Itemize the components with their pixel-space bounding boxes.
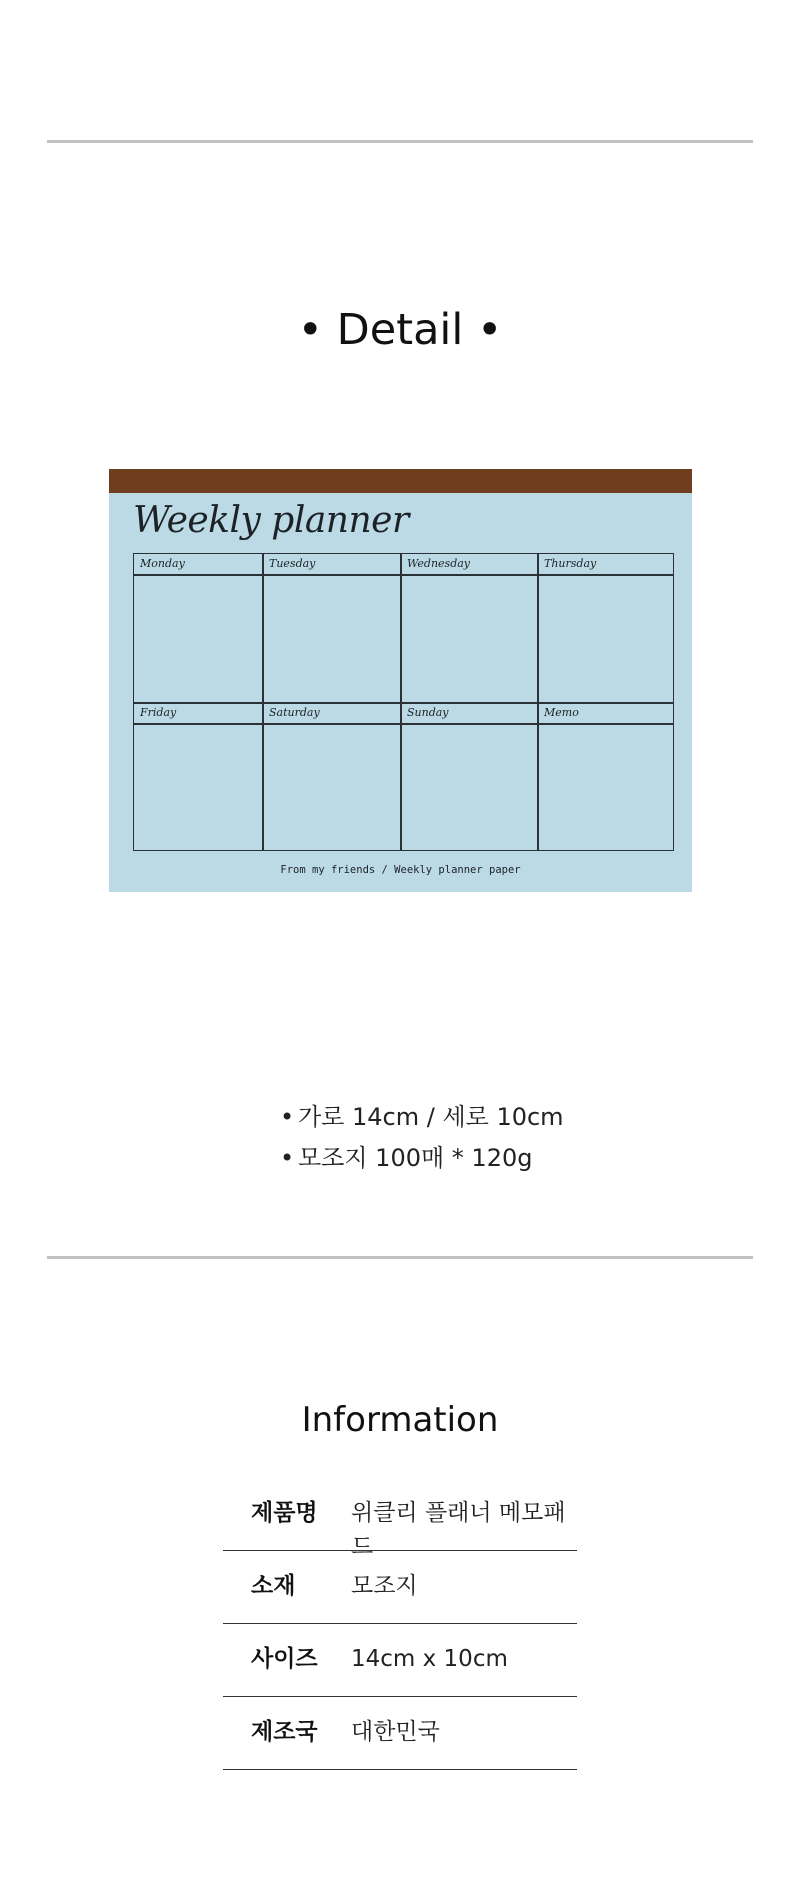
planner-day-label-tuesday: Tuesday [269, 557, 316, 570]
planner-day-box [537, 574, 674, 704]
planner-day-label-friday: Friday [140, 706, 177, 719]
info-value: 모조지 [351, 1573, 418, 1599]
info-label: 소재 [251, 1573, 296, 1599]
info-value: 위클리 플래너 메모패드 [351, 1500, 566, 1560]
divider-top [47, 140, 753, 143]
planner-day-label-wednesday: Wednesday [407, 557, 471, 570]
divider-middle [47, 1256, 753, 1259]
planner-day-label-thursday: Thursday [544, 557, 597, 570]
planner-day-box [400, 723, 539, 851]
planner-day-box [133, 723, 264, 851]
planner-day-label-saturday: Saturday [269, 706, 320, 719]
information-heading: Information [301, 1400, 499, 1440]
information-table [223, 1478, 577, 1770]
planner-day-box [537, 723, 674, 851]
spec-item-text: 가로 14cm / 세로 10cm [298, 1103, 564, 1131]
info-row-product-name [223, 1478, 577, 1560]
info-row-size [223, 1624, 577, 1697]
planner-day-box [133, 574, 264, 704]
planner-day-box [400, 574, 539, 704]
planner-day-label-monday: Monday [140, 557, 185, 570]
planner-footer-text: From my friends / Weekly planner paper [280, 864, 521, 876]
info-row-material [223, 1551, 577, 1624]
info-label: 제조국 [251, 1719, 318, 1745]
planner-day-box [262, 723, 402, 851]
info-row-country [223, 1697, 577, 1770]
planner-heading: Weekly planner [133, 500, 409, 541]
spec-item [280, 1141, 532, 1175]
spec-item [280, 1100, 564, 1134]
bullet-icon: • [280, 1144, 295, 1172]
planner-day-label-sunday: Sunday [407, 706, 449, 719]
info-label: 사이즈 [251, 1646, 318, 1672]
planner-day-box [262, 574, 402, 704]
detail-heading: • Detail • [297, 305, 503, 355]
spec-item-text: 모조지 100매 * 120g [298, 1144, 533, 1172]
info-value: 14cm x 10cm [351, 1646, 508, 1672]
info-label: 제품명 [251, 1500, 318, 1526]
planner-product-image [109, 469, 692, 892]
planner-top-binding [109, 469, 692, 493]
bullet-icon: • [280, 1103, 295, 1131]
planner-day-label-memo: Memo [544, 706, 579, 719]
info-value: 대한민국 [351, 1719, 440, 1745]
